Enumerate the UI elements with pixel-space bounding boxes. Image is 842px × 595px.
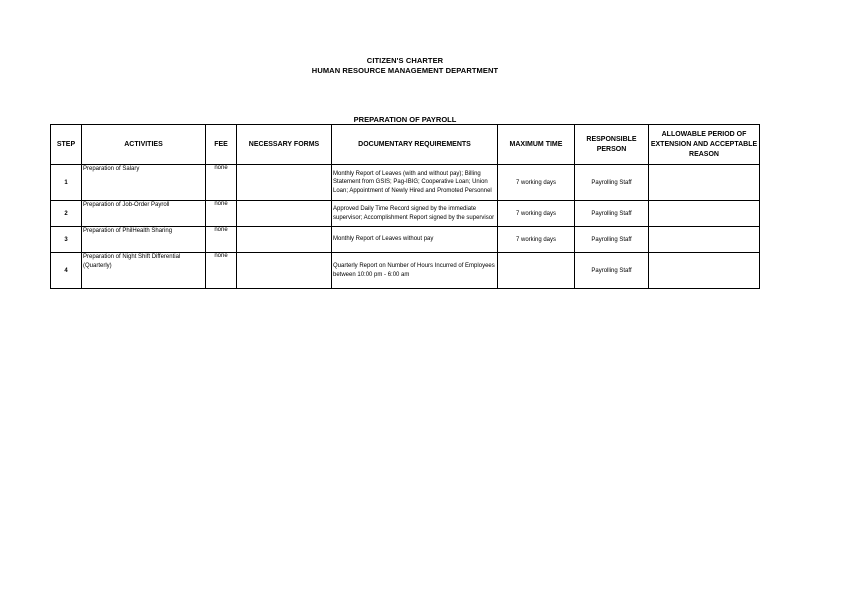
maximum-time-cell: 7 working days [498,165,575,201]
allowable-period-cell [649,165,760,201]
maximum-time-cell: 7 working days [498,227,575,253]
charter-table [50,124,760,289]
header-necessary-forms: NECESSARY FORMS [237,125,332,165]
header-documentary-requirements: DOCUMENTARY REQUIREMENTS [332,125,498,165]
documentary-requirements-cell: Approved Daily Time Record signed by the immediate supervisor; Accomplishment Report signed by the supervisor [332,201,498,227]
fee-cell: none [206,227,237,253]
forms-cell [237,165,332,201]
forms-cell [237,227,332,253]
responsible-person-cell: Payrolling Staff [575,253,649,289]
header-step: STEP [51,125,82,165]
table-row [51,253,760,289]
maximum-time-cell: 7 working days [498,201,575,227]
allowable-period-cell [649,253,760,289]
activity-cell: Preparation of PhilHealth Sharing [82,227,206,253]
table-row [51,201,760,227]
step-number: 1 [51,165,82,201]
responsible-person-cell: Payrolling Staff [575,201,649,227]
maximum-time-cell [498,253,575,289]
forms-cell [237,201,332,227]
responsible-person-cell: Payrolling Staff [575,227,649,253]
header-activities: ACTIVITIES [82,125,206,165]
section-title: PREPARATION OF PAYROLL [353,115,457,124]
fee-cell: none [206,253,237,289]
forms-cell [237,253,332,289]
department-title: HUMAN RESOURCE MANAGEMENT DEPARTMENT [311,66,499,75]
activity-cell: Preparation of Night Shift Differential (Quarterly) [82,253,206,289]
documentary-requirements-cell: Monthly Report of Leaves (with and without pay); Billing Statement from GSIS; Pag-IBIG; Cooperative Loan; Union Loan; Appointment of Newly Hired and Promoted Personnel [332,165,498,201]
documentary-requirements-cell: Quarterly Report on Number of Hours Incurred of Employees between 10:00 pm - 6:00 am [332,253,498,289]
header-fee: FEE [206,125,237,165]
step-number: 3 [51,227,82,253]
step-number: 4 [51,253,82,289]
activity-cell: Preparation of Job-Order Payroll [82,201,206,227]
step-number: 2 [51,201,82,227]
header-responsible-person: RESPONSIBLE PERSON [575,125,649,165]
allowable-period-cell [649,227,760,253]
fee-cell: none [206,165,237,201]
documentary-requirements-cell: Monthly Report of Leaves without pay [332,227,498,253]
document-header [0,56,810,76]
header-maximum-time: MAXIMUM TIME [498,125,575,165]
table-row [51,227,760,253]
allowable-period-cell [649,201,760,227]
responsible-person-cell: Payrolling Staff [575,165,649,201]
charter-title: CITIZEN'S CHARTER [366,56,444,65]
header-allowable-period: ALLOWABLE PERIOD OF EXTENSION AND ACCEPTABLE REASON [649,125,760,165]
table-row [51,165,760,201]
table-header-row [51,125,760,165]
activity-cell: Preparation of Salary [82,165,206,201]
fee-cell: none [206,201,237,227]
